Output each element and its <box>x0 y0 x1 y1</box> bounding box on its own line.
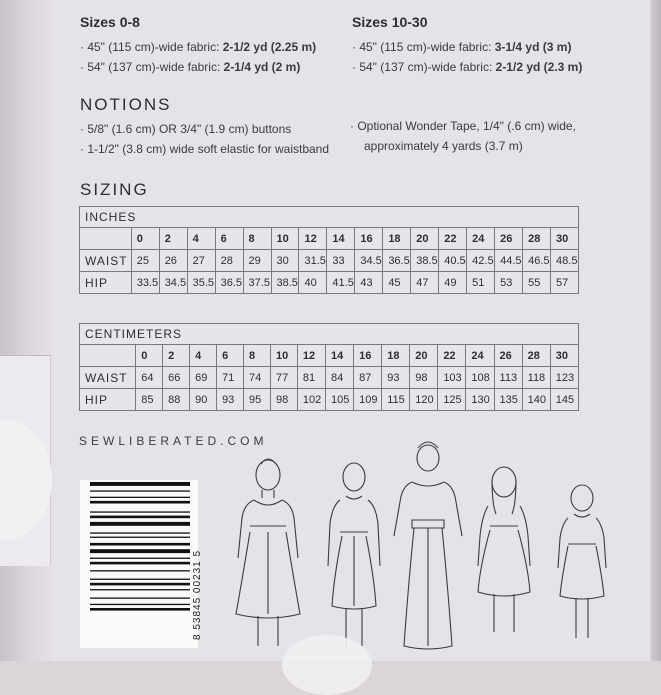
hip-cell: 43 <box>355 272 383 294</box>
size-header-cell: 14 <box>327 228 355 250</box>
barcode-bar <box>90 562 190 565</box>
barcode-bar <box>90 543 190 546</box>
waist-cell: 28 <box>215 250 243 272</box>
barcode-bar <box>90 490 190 491</box>
size-header-cell: 2 <box>163 345 190 367</box>
waist-cell: 118 <box>522 367 550 389</box>
waist-cell: 64 <box>136 367 163 389</box>
hip-label: HIP <box>80 272 132 294</box>
size-header-cell: 22 <box>439 228 467 250</box>
size-header-cell: 2 <box>159 228 187 250</box>
fabric-line: · 54" (137 cm)-wide fabric: 2-1/2 yd (2.3 m) <box>352 60 583 74</box>
size-header-cell: 16 <box>355 228 383 250</box>
barcode-bar <box>90 583 190 586</box>
waist-cell: 25 <box>131 250 159 272</box>
hip-cell: 85 <box>136 389 163 411</box>
hip-cell: 145 <box>550 389 578 411</box>
hip-label: HIP <box>80 389 136 411</box>
hip-cell: 38.5 <box>271 272 299 294</box>
notion-item: · 1-1/2" (3.8 cm) wide soft elastic for waistband <box>80 142 330 156</box>
waist-cell: 98 <box>410 367 438 389</box>
size-header-cell: 6 <box>215 228 243 250</box>
size-header-cell: 28 <box>522 345 550 367</box>
size-header-cell: 20 <box>410 345 438 367</box>
fabric-line: · 45" (115 cm)-wide fabric: 2-1/2 yd (2.25 m) <box>80 40 317 54</box>
size-header-cell: 16 <box>354 345 382 367</box>
hip-cell: 90 <box>190 389 217 411</box>
hip-cell: 37.5 <box>243 272 271 294</box>
hip-cell: 95 <box>244 389 271 411</box>
size-header-cell: 4 <box>187 228 215 250</box>
waist-cell: 66 <box>163 367 190 389</box>
waist-row <box>80 367 579 389</box>
waist-cell: 48.5 <box>551 250 579 272</box>
inches-table-title: INCHES <box>80 207 579 228</box>
notions-heading: NOTIONS <box>80 95 172 114</box>
hip-cell: 49 <box>439 272 467 294</box>
waist-cell: 40.5 <box>439 250 467 272</box>
waist-cell: 74 <box>244 367 271 389</box>
sizes-10-30-heading: Sizes 10-30 <box>352 14 428 30</box>
barcode-bar <box>90 482 190 486</box>
hip-cell: 40 <box>299 272 327 294</box>
barcode-bar <box>90 598 190 599</box>
barcode-bar <box>90 537 190 538</box>
size-header-cell: 0 <box>131 228 159 250</box>
hip-cell: 33.5 <box>131 272 159 294</box>
size-header-cell: 0 <box>136 345 163 367</box>
barcode <box>80 480 198 648</box>
barcode-bar <box>90 532 190 533</box>
size-header-cell: 24 <box>467 228 495 250</box>
size-header-cell: 18 <box>383 228 411 250</box>
waist-row <box>80 250 579 272</box>
barcode-bar <box>90 604 190 605</box>
size-header-cell: 24 <box>466 345 494 367</box>
hip-cell: 88 <box>163 389 190 411</box>
waist-cell: 31.5 <box>299 250 327 272</box>
waist-cell: 34.5 <box>355 250 383 272</box>
size-header-cell: 28 <box>523 228 551 250</box>
size-header-cell: 8 <box>244 345 271 367</box>
hip-cell: 41.5 <box>327 272 355 294</box>
figure-4 <box>478 467 530 632</box>
size-header-cell: 30 <box>550 345 578 367</box>
figure-3 <box>394 442 462 649</box>
size-header-cell: 26 <box>494 345 522 367</box>
waist-cell: 46.5 <box>523 250 551 272</box>
waist-cell: 84 <box>326 367 354 389</box>
barcode-bars <box>90 482 190 642</box>
size-header-cell: 12 <box>299 228 327 250</box>
waist-cell: 36.5 <box>383 250 411 272</box>
garment-illustration <box>228 440 640 661</box>
waist-cell: 29 <box>243 250 271 272</box>
waist-cell: 69 <box>190 367 217 389</box>
waist-label: WAIST <box>80 367 136 389</box>
hip-cell: 55 <box>523 272 551 294</box>
sizes-0-8-heading: Sizes 0-8 <box>80 14 140 30</box>
waist-cell: 30 <box>271 250 299 272</box>
hip-cell: 98 <box>270 389 297 411</box>
hip-row <box>80 272 579 294</box>
size-header-cell: 26 <box>495 228 523 250</box>
waist-cell: 103 <box>438 367 466 389</box>
waist-cell: 87 <box>354 367 382 389</box>
hip-cell: 135 <box>494 389 522 411</box>
notion-item: · 5/8" (1.6 cm) OR 3/4" (1.9 cm) buttons <box>80 122 292 136</box>
barcode-bar <box>90 516 190 519</box>
hip-cell: 47 <box>411 272 439 294</box>
waist-cell: 38.5 <box>411 250 439 272</box>
centimeters-size-table <box>79 323 579 411</box>
waist-cell: 113 <box>494 367 522 389</box>
figure-2 <box>328 463 380 646</box>
hip-cell: 140 <box>522 389 550 411</box>
hip-cell: 125 <box>438 389 466 411</box>
size-header-cell: 10 <box>271 228 299 250</box>
hip-cell: 57 <box>551 272 579 294</box>
fabric-line: · 45" (115 cm)-wide fabric: 3-1/4 yd (3 m) <box>352 40 572 54</box>
waist-cell: 77 <box>270 367 297 389</box>
website-url: SEWLIBERATED.COM <box>79 434 268 448</box>
size-header-cell: 22 <box>438 345 466 367</box>
hip-cell: 102 <box>297 389 325 411</box>
waist-cell: 81 <box>297 367 325 389</box>
hip-cell: 93 <box>217 389 244 411</box>
hip-cell: 34.5 <box>159 272 187 294</box>
size-header-cell: 30 <box>551 228 579 250</box>
glare-spot <box>282 635 372 695</box>
hip-cell: 36.5 <box>215 272 243 294</box>
hip-cell: 105 <box>326 389 354 411</box>
barcode-bar <box>90 549 190 553</box>
barcode-bar <box>90 497 190 498</box>
waist-cell: 27 <box>187 250 215 272</box>
fabric-line: · 54" (137 cm)-wide fabric: 2-1/4 yd (2 m) <box>80 60 301 74</box>
barcode-bar <box>90 589 190 590</box>
size-header-cell: 6 <box>217 345 244 367</box>
waist-cell: 33 <box>327 250 355 272</box>
hip-cell: 51 <box>467 272 495 294</box>
size-header-cell: 8 <box>243 228 271 250</box>
barcode-bar <box>90 608 190 611</box>
barcode-bar <box>90 579 190 580</box>
hip-row <box>80 389 579 411</box>
size-header-cell: 10 <box>270 345 297 367</box>
size-header-row <box>80 345 579 367</box>
waist-cell: 42.5 <box>467 250 495 272</box>
hip-cell: 109 <box>354 389 382 411</box>
barcode-bar <box>90 511 190 512</box>
hip-cell: 115 <box>382 389 410 411</box>
inches-size-table <box>79 206 579 294</box>
barcode-bar <box>90 558 190 559</box>
envelope-edge <box>651 0 661 661</box>
hip-cell: 120 <box>410 389 438 411</box>
waist-cell: 108 <box>466 367 494 389</box>
size-header-cell: 14 <box>326 345 354 367</box>
barcode-number: 8 53845 00231 5 <box>192 549 203 640</box>
figure-5 <box>558 485 606 638</box>
waist-cell: 71 <box>217 367 244 389</box>
barcode-bar <box>90 501 190 504</box>
waist-cell: 123 <box>550 367 578 389</box>
size-header-row <box>80 228 579 250</box>
hip-cell: 35.5 <box>187 272 215 294</box>
size-header-cell: 18 <box>382 345 410 367</box>
waist-cell: 26 <box>159 250 187 272</box>
size-header-cell: 12 <box>297 345 325 367</box>
notion-item: · Optional Wonder Tape, 1/4" (.6 cm) wide, <box>350 119 576 133</box>
size-header-cell: 4 <box>190 345 217 367</box>
figure-1 <box>236 459 300 646</box>
waist-cell: 44.5 <box>495 250 523 272</box>
hip-cell: 130 <box>466 389 494 411</box>
barcode-bar <box>90 522 190 526</box>
waist-cell: 93 <box>382 367 410 389</box>
notion-item: approximately 4 yards (3.7 m) <box>364 139 523 153</box>
hip-cell: 45 <box>383 272 411 294</box>
barcode-bar <box>90 570 190 571</box>
hip-cell: 53 <box>495 272 523 294</box>
size-header-cell: 20 <box>411 228 439 250</box>
centimeters-table-title: CENTIMETERS <box>80 324 579 345</box>
sizing-heading: SIZING <box>80 180 149 199</box>
waist-label: WAIST <box>80 250 132 272</box>
